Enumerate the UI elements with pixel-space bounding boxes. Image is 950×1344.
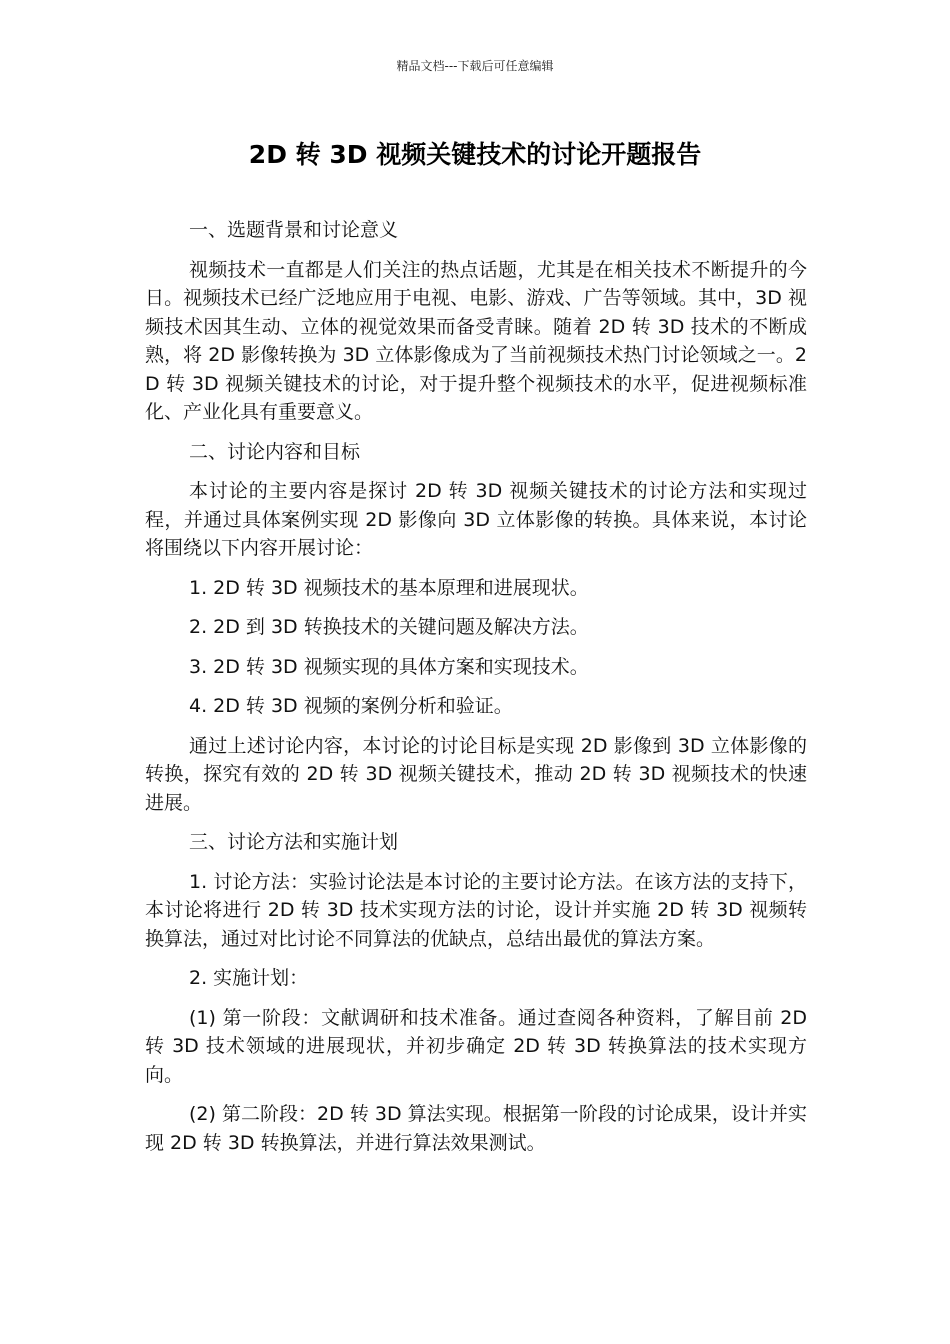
- list-item-2: 2. 2D 到 3D 转换技术的关键问题及解决方法。: [189, 616, 589, 638]
- page-header: 精品文档---下载后可任意编辑: [396, 59, 554, 73]
- list-item-4: 4. 2D 转 3D 视频的案例分析和验证。: [189, 695, 513, 717]
- paragraph-goals: 通过上述讨论内容，本讨论的讨论目标是实现 2D 影像到 3D 立体影像的转换，探究有效的 2D 转 3D 视频关键技术，推动 2D 转 3D 视频技术的快速进展。: [145, 734, 807, 814]
- paragraph-background: 视频技术一直都是人们关注的热点话题，尤其是在相关技术不断提升的今日。视频技术已经广泛地应用于电视、电影、游戏、广告等领域。其中，3D 视频技术因其生动、立体的视觉效果而备受青睐。随着 2D 转 3D 技术的不断成熟，将 2D 影像转换为 3D 立体影像成为了当前视频技术热门讨论领域之一。2D 转 3D 视频关键技术的讨论，对于提升整个视频技术的水平，促进视频标准化、产业化具有重要意义。: [145, 258, 807, 423]
- document-title: 2D 转 3D 视频关键技术的讨论开题报告: [248, 140, 702, 169]
- section-heading-2: 二、讨论内容和目标: [189, 440, 361, 463]
- paragraph-plan-heading: 2. 实施计划：: [189, 967, 309, 989]
- paragraph-stage-2: (2) 第二阶段：2D 转 3D 算法实现。根据第一阶段的讨论成果，设计并实现 2D 转 3D 转换算法，并进行算法效果测试。: [145, 1103, 807, 1154]
- paragraph-content-intro: 本讨论的主要内容是探讨 2D 转 3D 视频关键技术的讨论方法和实现过程，并通过具体案例实现 2D 影像向 3D 立体影像的转换。具体来说，本讨论将围绕以下内容开展讨论：: [145, 480, 807, 559]
- list-item-3: 3. 2D 转 3D 视频实现的具体方案和实现技术。: [189, 655, 589, 678]
- list-item-1: 1. 2D 转 3D 视频技术的基本原理和进展现状。: [189, 576, 589, 599]
- paragraph-method: 1. 讨论方法：实验讨论法是本讨论的主要讨论方法。在该方法的支持下，本讨论将进行 2D 转 3D 技术实现方法的讨论，设计并实施 2D 转 3D 视频转换算法，通过对比讨论不同算法的优缺点，总结出最优的算法方案。: [145, 870, 807, 950]
- document-body: [145, 216, 807, 1168]
- paragraph-stage-1: (1) 第一阶段：文献调研和技术准备。通过查阅各种资料，了解目前 2D 转 3D 技术领域的进展现状，并初步确定 2D 转 3D 转换算法的技术实现方向。: [145, 1006, 807, 1086]
- section-heading-1: 一、选题背景和讨论意义: [189, 219, 399, 241]
- section-heading-3: 三、讨论方法和实施计划: [189, 831, 399, 853]
